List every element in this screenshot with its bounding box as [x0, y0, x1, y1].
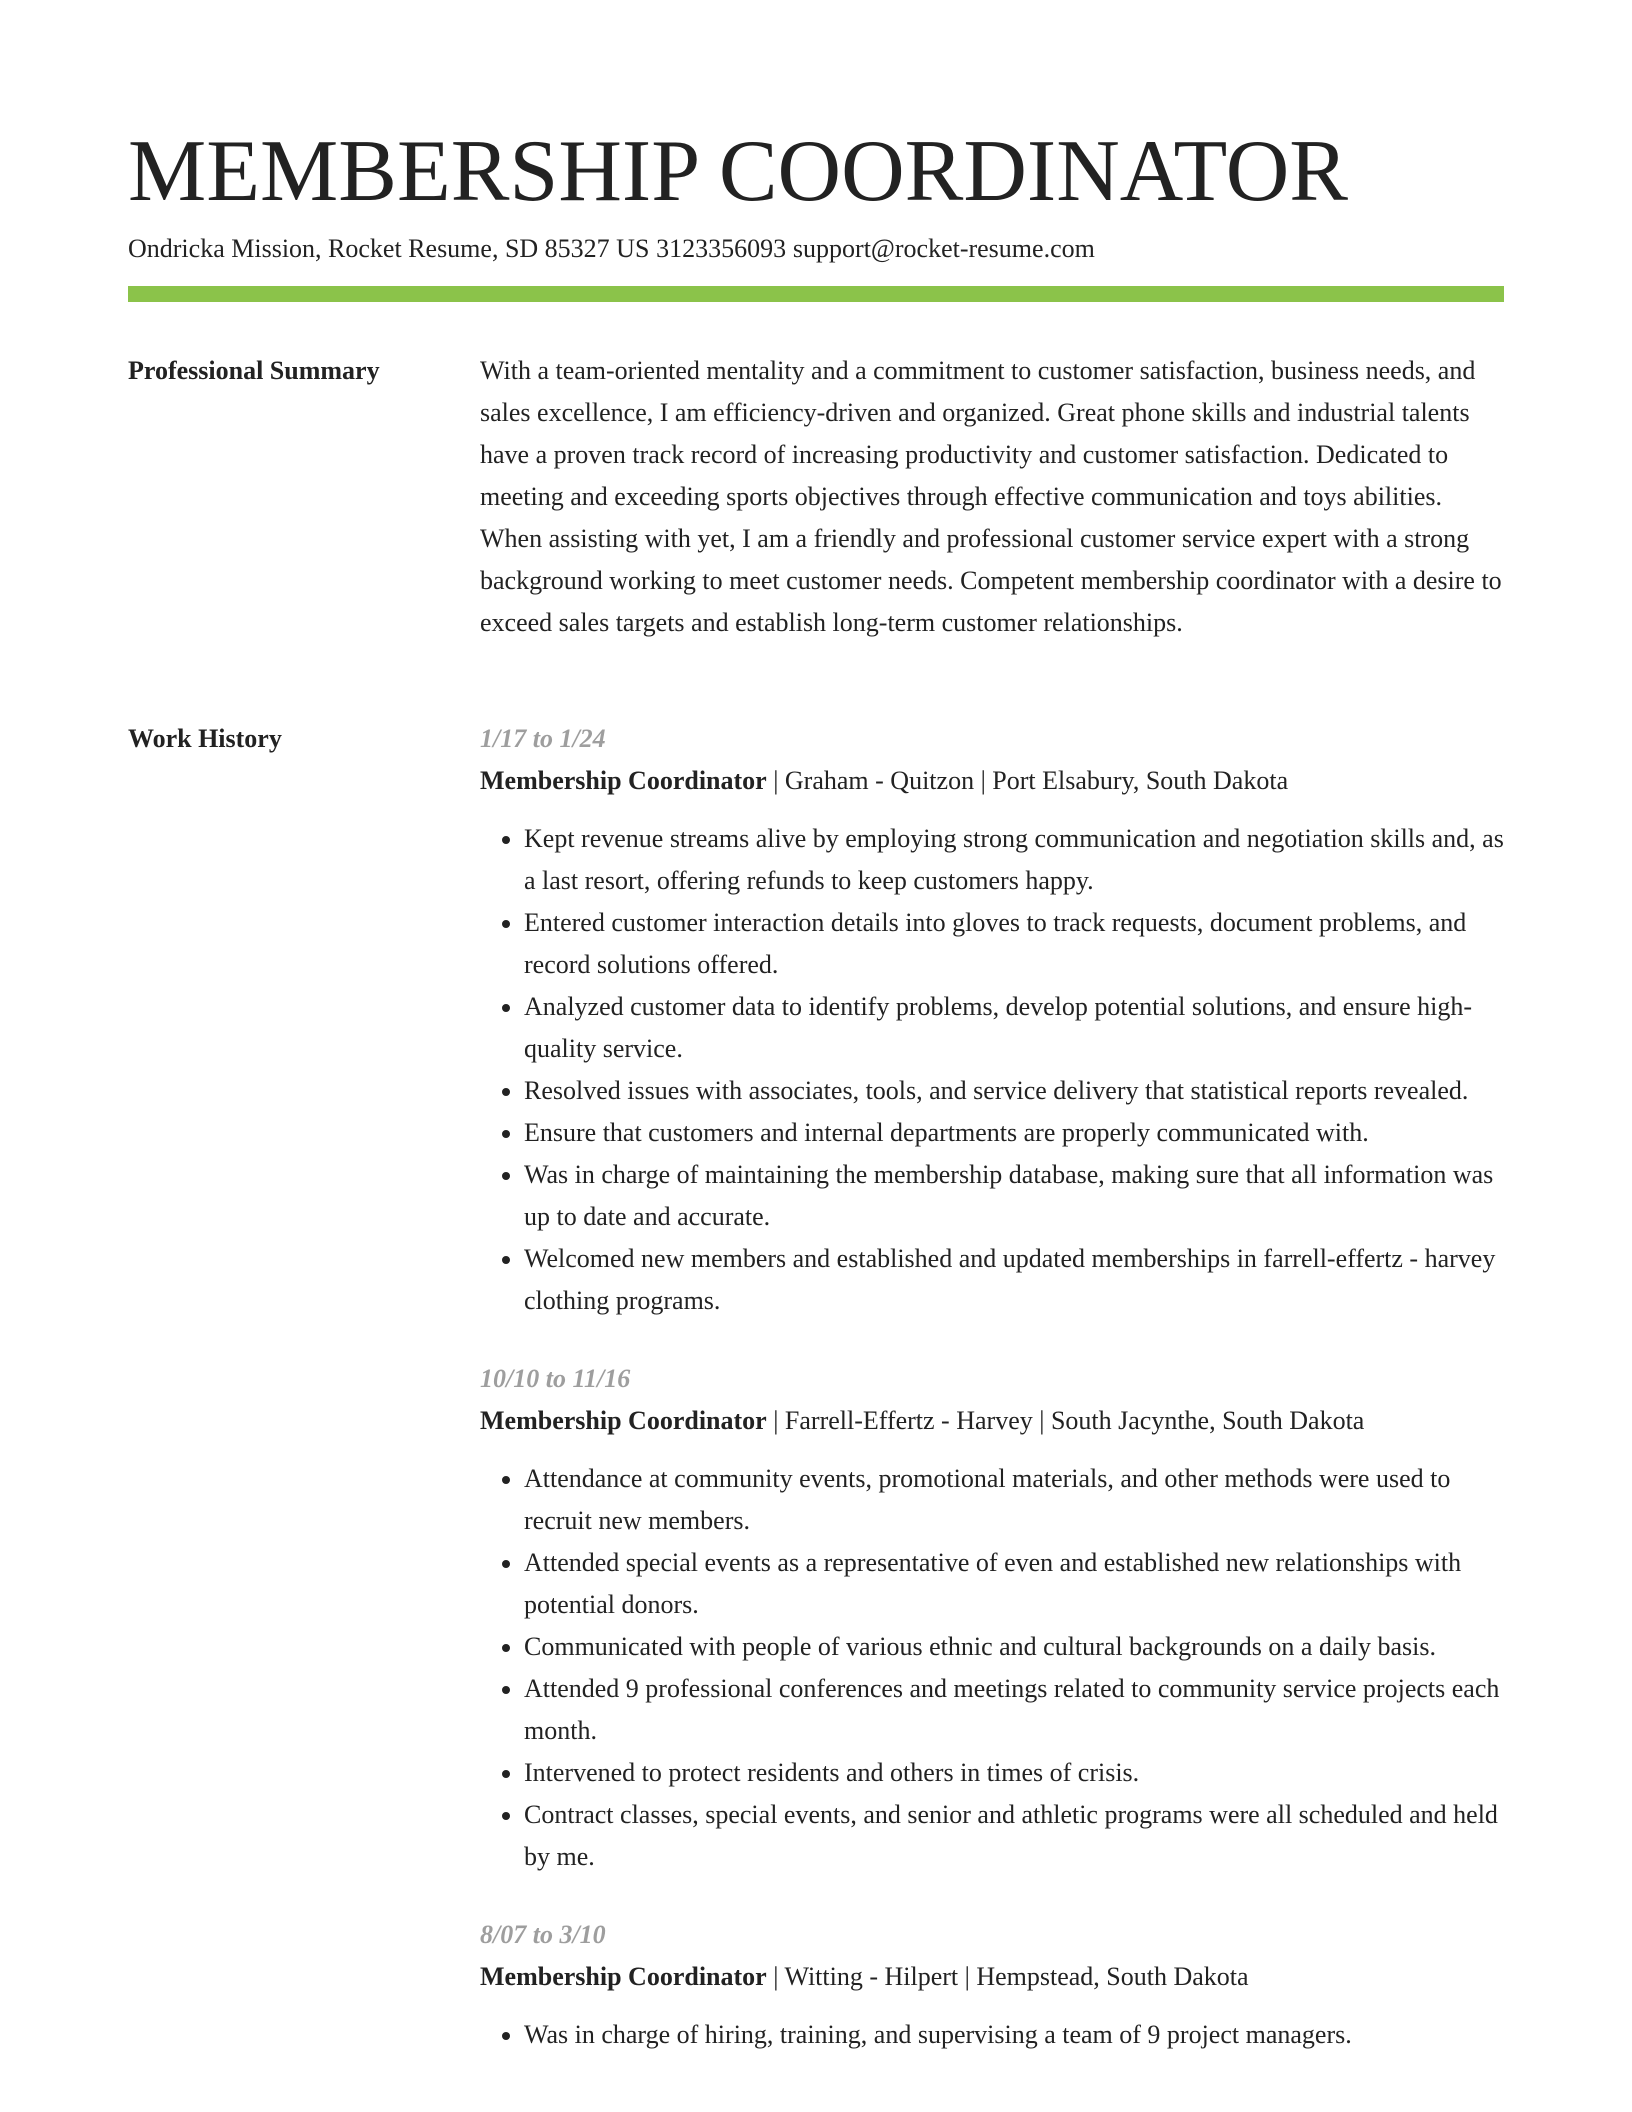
contact-email: support@rocket-resume.com — [792, 234, 1095, 263]
job-bullet: • Contract classes, special events, and senior and athletic programs were all scheduled and held by me. — [524, 1794, 1504, 1878]
job-bullet-list — [480, 2014, 1504, 2056]
job-entry — [480, 718, 1504, 1322]
job-bullet: • Attendance at community events, promotional materials, and other methods were used to recruit new members. — [524, 1458, 1504, 1542]
section-label-professional-summary: Professional Summary — [128, 356, 380, 385]
job-bullet: • Entered customer interaction details into gloves to track requests, document problems, and record solutions offered. — [524, 902, 1504, 986]
job-entry — [480, 1358, 1504, 1878]
job-bullet: • Attended 9 professional conferences and meetings related to community service projects each month. — [524, 1668, 1504, 1752]
job-entry — [480, 1914, 1504, 2056]
resume-title: MEMBERSHIP COORDINATOR — [128, 123, 1348, 220]
job-bullet: • Was in charge of maintaining the membership database, making sure that all information was up to date and accurate. — [524, 1154, 1504, 1238]
job-bullet: • Analyzed customer data to identify problems, develop potential solutions, and ensure high-quality service. — [524, 986, 1504, 1070]
job-bullet: • Kept revenue streams alive by employing strong communication and negotiation skills and, as a last resort, offering refunds to keep customers happy. — [524, 818, 1504, 902]
job-heading — [480, 760, 1504, 802]
work-history-body — [480, 718, 1504, 2092]
professional-summary-body — [480, 350, 1504, 644]
job-dates: 8/07 to 3/10 — [480, 1920, 606, 1949]
job-bullet: • Communicated with people of various ethnic and cultural backgrounds on a daily basis. — [524, 1626, 1504, 1668]
contact-line — [128, 232, 1095, 266]
job-bullet: • Welcomed new members and established and updated memberships in farrell-effertz - harvey clothing programs. — [524, 1238, 1504, 1322]
accent-divider — [128, 286, 1504, 302]
job-bullet-list — [480, 1458, 1504, 1878]
job-employer-location: | Farrell-Effertz - Harvey | South Jacynthe, South Dakota — [766, 1406, 1365, 1435]
job-title: Membership Coordinator — [480, 766, 767, 795]
job-bullet: • Resolved issues with associates, tools, and service delivery that statistical reports revealed. — [524, 1070, 1504, 1112]
job-title: Membership Coordinator — [480, 1406, 767, 1435]
contact-phone: 3123356093 — [656, 234, 787, 263]
job-dates: 10/10 to 11/16 — [480, 1364, 631, 1393]
job-employer-location: | Graham - Quitzon | Port Elsabury, South Dakota — [766, 766, 1289, 795]
professional-summary-text: With a team-oriented mentality and a commitment to customer satisfaction, business needs, and sales excellence, I am efficiency-driven and organized. Great phone skills and industrial talents have a proven track record of increasing productivity and customer satisfaction. Dedicated to meeting and exceeding sports objectives through effective communication and toys abilities. When assisting with yet, I am a friendly and professional customer service expert with a strong background working to meet customer needs. Competent membership coordinator with a desire to exceed sales targets and establish long-term customer relationships. — [480, 356, 1502, 637]
contact-address: Ondricka Mission, Rocket Resume, SD 85327 US — [128, 234, 650, 263]
job-employer-location: | Witting - Hilpert | Hempstead, South Dakota — [766, 1962, 1249, 1991]
job-heading — [480, 1956, 1504, 1998]
job-bullet: • Intervened to protect residents and others in times of crisis. — [524, 1752, 1504, 1794]
job-dates: 1/17 to 1/24 — [480, 724, 606, 753]
job-title: Membership Coordinator — [480, 1962, 767, 1991]
job-bullet: • Ensure that customers and internal departments are properly communicated with. — [524, 1112, 1504, 1154]
job-bullet-list — [480, 818, 1504, 1322]
job-heading — [480, 1400, 1504, 1442]
section-label-work-history: Work History — [128, 724, 282, 753]
job-bullet: • Attended special events as a representative of even and established new relationships with potential donors. — [524, 1542, 1504, 1626]
job-bullet: • Was in charge of hiring, training, and supervising a team of 9 project managers. — [524, 2014, 1504, 2056]
